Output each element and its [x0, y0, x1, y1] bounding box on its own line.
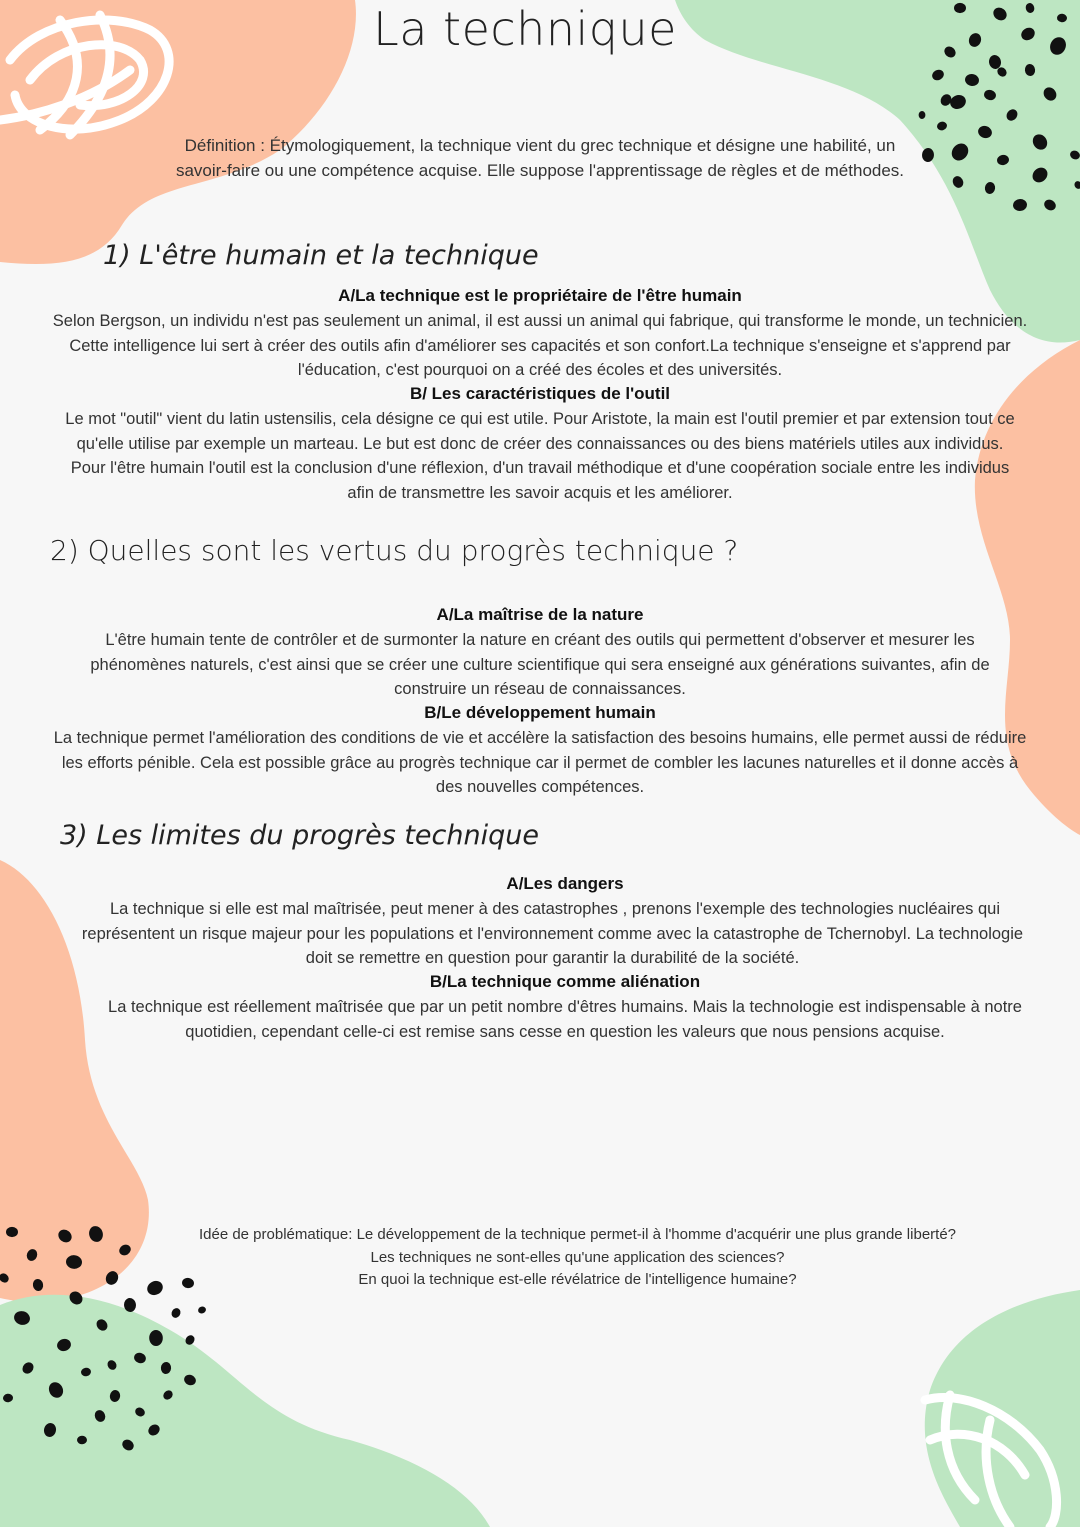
paragraph-line: Pour l'être humain l'outil est la conclusion d'une réflexion, d'un travail méthodique et d'une coopération sociale entre les individus: [70, 459, 1010, 477]
problematique-line: Idée de problématique: Le développement de la technique permet-il à l'homme d'acquérir une plus grande liberté?: [198, 1226, 957, 1243]
paragraph-line: qu'elle utilise par exemple un marteau. Le but est donc de créer des connaissances ou des biens matériels utiles aux individus.: [76, 434, 1004, 453]
paragraph-line: représentent un risque majeur pour les populations et l'environnement comme avec la catastrophe de Tchernobyl. La technologie: [81, 924, 1024, 943]
subsection-title-1b: B/ Les caractéristiques de l'outil: [409, 384, 671, 403]
section-heading-3: 3) Les limites du progrès technique: [60, 820, 539, 851]
paragraph-1b: [0, 407, 1080, 505]
paragraph-2a: [0, 628, 1080, 702]
paragraph-line: L'être humain tente de contrôler et de surmonter la nature en créant des outils qui permettent d'observer et mesurer les: [105, 631, 975, 649]
paragraph-line: afin de transmettre les savoir acquis et les améliorer.: [347, 483, 733, 502]
paragraph-line: Le mot "outil" vient du latin ustensilis, cela désigne ce qui est utile. Pour Aristote, la main est l'outil premier et par extension tout ce: [65, 410, 1015, 428]
paragraph-line: La technique est réellement maîtrisée que par un petit nombre d'êtres humains. Mais la technologie est indispensable à notre: [108, 998, 1022, 1016]
problematique-line: En quoi la technique est-elle révélatrice de l'intelligence humaine?: [358, 1271, 797, 1288]
paragraph-line: construire un réseau de connaissances.: [394, 680, 686, 698]
definition-text: Définition : Étymologiquement, la technique vient du grec technique et désigne une habilité, un savoir-faire ou une compétence acquise. Elle suppose l'apprentissage de règles et de méthodes.: [175, 136, 905, 180]
paragraph-2b: [0, 726, 1080, 800]
problematique-line: Les techniques ne sont-elles qu'une application des sciences?: [370, 1248, 785, 1266]
subsection-title-2a: A/La maîtrise de la nature: [436, 605, 644, 624]
paragraph-3b: [50, 995, 1080, 1044]
paragraph-line: l'éducation, c'est pourquoi on a créé des écoles et des universités.: [297, 361, 783, 379]
paragraph-line: Selon Bergson, un individu n'est pas seulement un animal, il est aussi un animal qui fabrique, qui transforme le monde, un technicien.: [52, 312, 1028, 330]
section-heading-1: 1) L'être humain et la technique: [103, 240, 539, 271]
paragraph-line: Cette intelligence lui sert à créer des outils afin d'améliorer ses capacités et son confort.La technique s'enseigne et s'apprend par: [69, 336, 1011, 355]
subsection-title-2b: B/Le développement humain: [424, 703, 656, 722]
paragraph-line: phénomènes naturels, c'est ainsi que se créer une culture scientifique qui sera enseigné aux générations suivantes, afin de: [90, 655, 990, 674]
section-heading-2: 2) Quelles sont les vertus du progrès technique ?: [50, 534, 739, 567]
paragraph-line: les efforts pénible. Cela est possible grâce au progrès technique car il permet de combler les lacunes naturelles et il donne accès à: [61, 753, 1019, 772]
problematique-block: [80, 1224, 1075, 1292]
paragraph-1a: [0, 309, 1080, 383]
paragraph-line: La technique permet l'amélioration des conditions de vie et accélère la satisfaction des besoins humains, elle permet aussi de réduire: [53, 729, 1027, 747]
paragraph-3a: [25, 897, 1080, 971]
subsection-title-3a: A/Les dangers: [506, 874, 624, 893]
page-title: La technique: [373, 2, 677, 56]
paragraph-line: quotidien, cependant celle-ci est remise sans cesse en question les valeurs que nous pensions acquise.: [185, 1022, 945, 1041]
paragraph-line: des nouvelles compétences.: [435, 778, 645, 796]
subsection-title-1a: A/La technique est le propriétaire de l'être humain: [338, 286, 742, 305]
paragraph-line: La technique si elle est mal maîtrisée, peut mener à des catastrophes , prenons l'exemple des technologies nucléaires qui: [109, 900, 1001, 918]
subsection-title-3b: B/La technique comme aliénation: [429, 972, 701, 991]
paragraph-line: doit se remettre en question pour garantir la durabilité de la société.: [305, 949, 800, 967]
